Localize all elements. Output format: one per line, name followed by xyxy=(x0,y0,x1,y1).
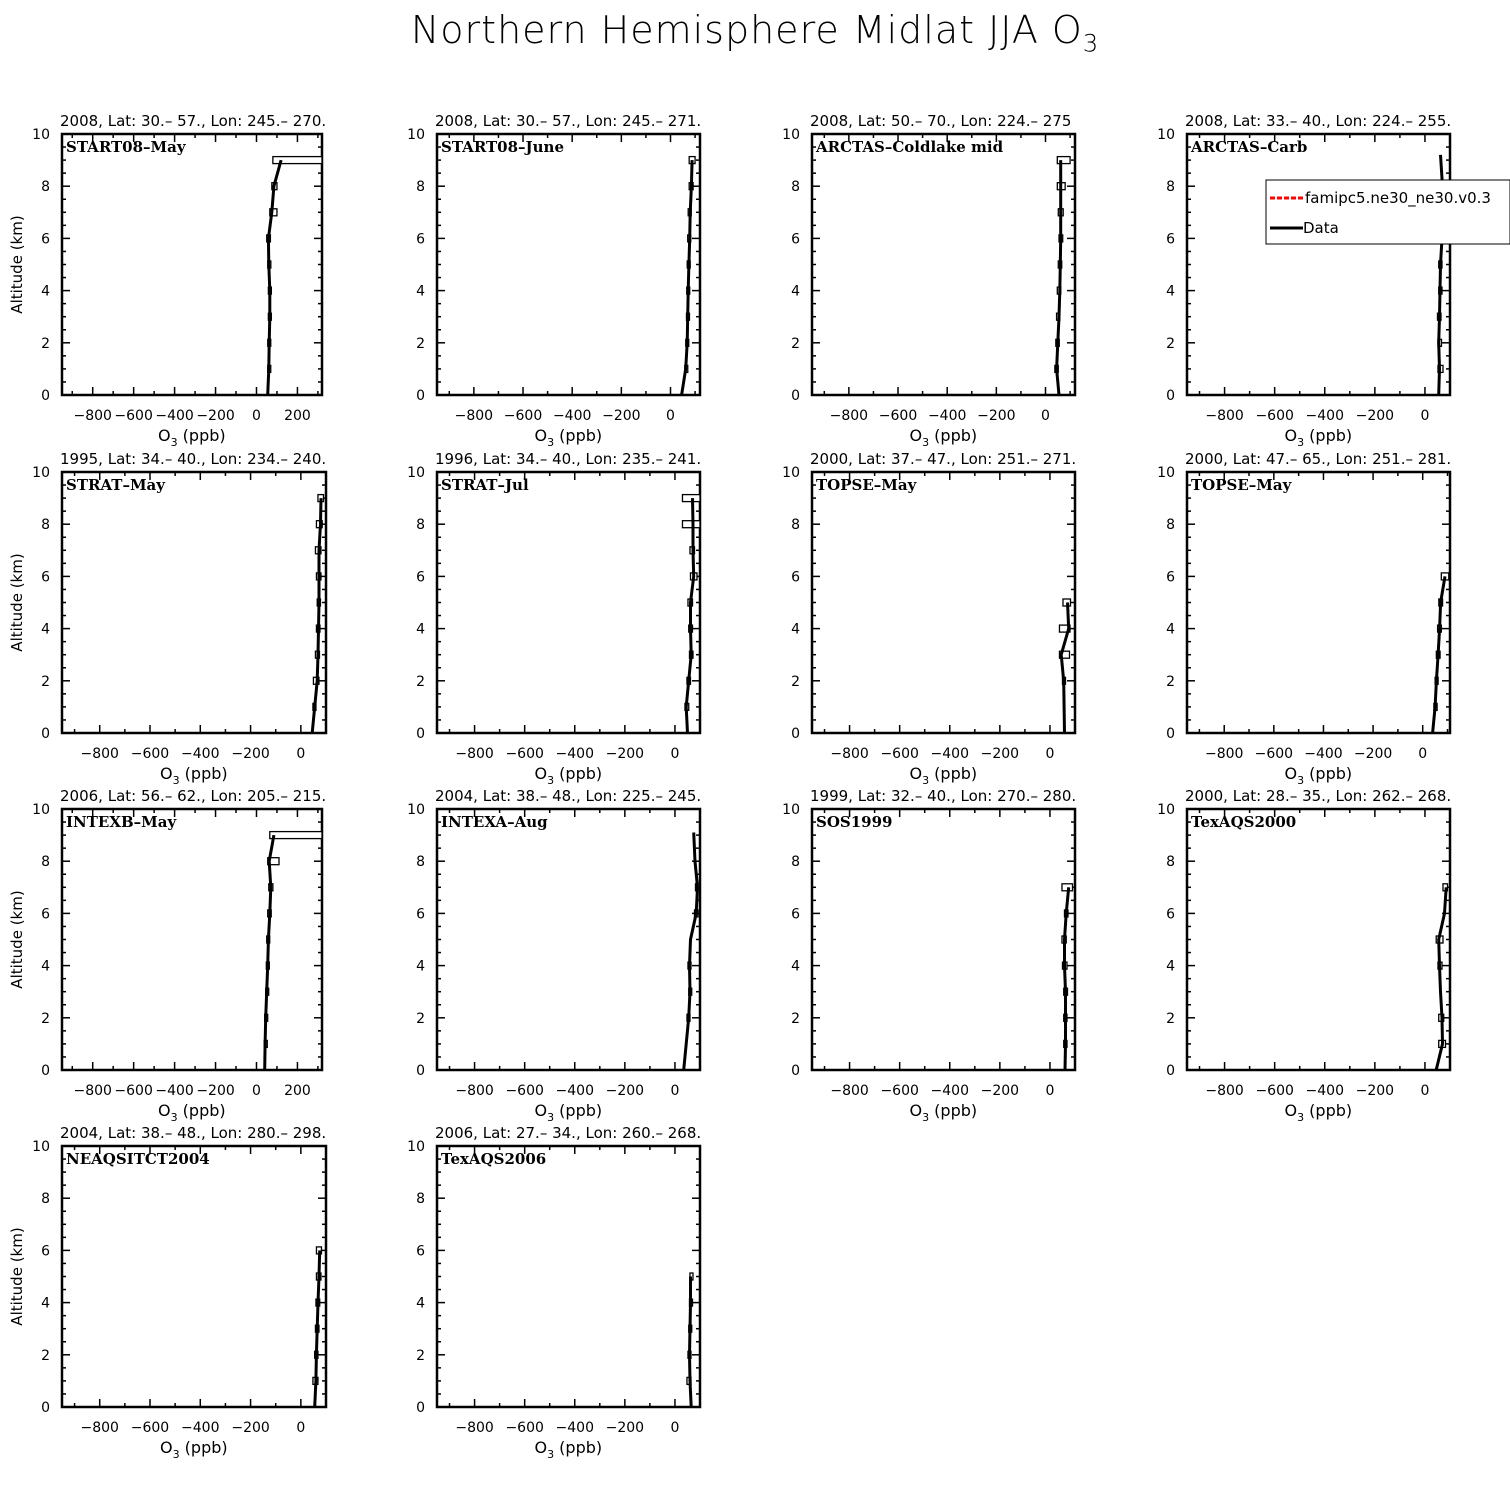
y-tick-label: 8 xyxy=(416,179,425,196)
x-tick-label: −800 xyxy=(455,1420,494,1436)
panel-header: 2004, Lat: 38.– 48., Lon: 225.– 245. xyxy=(435,787,702,805)
plot-frame xyxy=(437,472,700,733)
campaign-label: TOPSE–May xyxy=(1191,476,1292,494)
data-profile-line xyxy=(686,498,694,733)
data-profile-line xyxy=(265,835,274,1070)
y-tick-label: 2 xyxy=(791,1010,800,1027)
y-tick-label: 4 xyxy=(791,621,800,638)
x-tick-label: −800 xyxy=(455,746,494,762)
campaign-label: TOPSE–May xyxy=(816,476,917,494)
x-tick-label: −600 xyxy=(878,408,918,424)
x-tick-label: −200 xyxy=(1353,746,1393,762)
x-tick-label: −600 xyxy=(880,1083,919,1099)
y-tick-label: 0 xyxy=(1166,726,1175,742)
x-axis-label: $O_3$ (ppb) xyxy=(1284,1101,1353,1124)
x-axis-label: $O_3$ (ppb) xyxy=(534,764,603,787)
y-tick-label: 8 xyxy=(416,1191,425,1208)
x-tick-label: −600 xyxy=(1254,746,1294,762)
x-tick-label: −800 xyxy=(73,1083,112,1099)
y-axis-label: Altitude (km) xyxy=(8,553,26,652)
y-tick-label: 8 xyxy=(41,1191,50,1208)
x-tick-label: 0 xyxy=(1420,1083,1430,1099)
x-axis-label: $O_3$ (ppb) xyxy=(158,426,226,449)
x-tick-label: −600 xyxy=(503,408,543,424)
plot-frame xyxy=(1187,472,1450,733)
y-tick-label: 10 xyxy=(782,465,800,481)
x-tick-label: −800 xyxy=(1204,746,1244,762)
y-tick-label: 6 xyxy=(416,231,425,248)
data-profile-line xyxy=(1061,603,1069,734)
x-tick-label: −400 xyxy=(930,1083,969,1099)
x-axis-label: $O_3$ (ppb) xyxy=(1284,426,1353,449)
x-tick-label: 200 xyxy=(284,408,311,424)
x-tick-label: −600 xyxy=(1255,1083,1294,1099)
y-tick-label: 8 xyxy=(791,179,800,196)
x-tick-label: 0 xyxy=(296,746,306,762)
y-tick-label: 10 xyxy=(407,802,425,818)
y-tick-label: 0 xyxy=(1166,388,1175,404)
x-tick-label: 0 xyxy=(1045,746,1055,762)
panel-header: 2000, Lat: 28.– 35., Lon: 262.– 268. xyxy=(1185,787,1452,805)
x-tick-label: 0 xyxy=(1418,746,1428,762)
x-tick-label: −800 xyxy=(73,408,112,424)
panel-header: 2008, Lat: 30.– 57., Lon: 245.– 271. xyxy=(435,112,702,130)
x-tick-label: −200 xyxy=(196,408,235,424)
y-tick-label: 10 xyxy=(1157,465,1175,481)
panel-12 xyxy=(1157,787,1451,1124)
y-tick-label: 4 xyxy=(1166,283,1175,300)
y-tick-label: 4 xyxy=(416,958,425,975)
y-tick-label: 10 xyxy=(32,465,50,481)
x-tick-label: −400 xyxy=(155,1083,194,1099)
panel-10 xyxy=(407,787,701,1124)
panel-8 xyxy=(1157,450,1451,787)
panel-1 xyxy=(8,112,326,449)
data-profile-line xyxy=(682,160,693,395)
campaign-label: NEAQSITCT2004 xyxy=(66,1150,210,1168)
x-axis-label: $O_3$ (ppb) xyxy=(909,764,978,787)
data-profile-line xyxy=(312,498,321,733)
x-axis-label: $O_3$ (ppb) xyxy=(160,764,228,787)
y-tick-label: 10 xyxy=(32,127,50,143)
x-tick-label: −600 xyxy=(130,1420,170,1436)
y-tick-label: 4 xyxy=(416,283,425,300)
y-tick-label: 6 xyxy=(791,231,800,248)
plot-frame xyxy=(812,472,1075,733)
plot-frame xyxy=(812,809,1075,1070)
y-tick-label: 8 xyxy=(1166,517,1175,534)
campaign-label: STRAT–Jul xyxy=(441,476,529,494)
x-tick-label: −600 xyxy=(130,746,170,762)
y-tick-label: 0 xyxy=(416,726,425,742)
y-tick-label: 6 xyxy=(1166,231,1175,248)
legend-model-label: famipc5.ne30_ne30.v0.3 xyxy=(1305,189,1491,207)
x-axis-label: $O_3$ (ppb) xyxy=(160,1438,228,1461)
y-tick-label: 10 xyxy=(32,802,50,818)
x-tick-label: 0 xyxy=(670,746,680,762)
x-tick-label: −400 xyxy=(555,746,594,762)
campaign-label: STRAT–May xyxy=(66,476,165,494)
y-axis-label: Altitude (km) xyxy=(8,890,26,989)
y-tick-label: 8 xyxy=(791,517,800,534)
campaign-label: START08–June xyxy=(441,138,565,156)
x-tick-label: −200 xyxy=(980,1083,1020,1099)
legend xyxy=(1266,180,1510,244)
x-axis-label: $O_3$ (ppb) xyxy=(909,1101,978,1124)
x-tick-label: −200 xyxy=(980,746,1020,762)
plot-frame xyxy=(1187,809,1450,1070)
y-tick-label: 10 xyxy=(782,127,800,143)
plot-frame xyxy=(62,134,322,395)
legend-data-label: Data xyxy=(1303,219,1339,237)
y-tick-label: 2 xyxy=(416,673,425,690)
y-tick-label: 0 xyxy=(1166,1063,1175,1079)
panel-6 xyxy=(407,450,701,787)
data-profile-line xyxy=(684,833,698,1071)
x-tick-label: −200 xyxy=(602,408,641,424)
panel-2 xyxy=(407,112,701,449)
x-tick-label: 0 xyxy=(252,408,261,424)
panel-3 xyxy=(782,112,1075,449)
panel-4 xyxy=(1157,112,1451,449)
panel-13 xyxy=(8,1124,326,1461)
y-tick-label: 0 xyxy=(416,388,425,404)
panel-header: 2004, Lat: 38.– 48., Lon: 280.– 298. xyxy=(60,1124,327,1142)
y-tick-label: 4 xyxy=(416,621,425,638)
campaign-label: START08–May xyxy=(66,138,186,156)
y-tick-label: 4 xyxy=(41,621,50,638)
panel-header: 2000, Lat: 37.– 47., Lon: 251.– 271. xyxy=(810,450,1077,468)
y-tick-label: 4 xyxy=(791,283,800,300)
x-tick-label: −800 xyxy=(1205,1083,1244,1099)
x-tick-label: 0 xyxy=(1045,1083,1055,1099)
panel-header: 2006, Lat: 27.– 34., Lon: 260.– 268. xyxy=(435,1124,702,1142)
data-profile-line xyxy=(1057,160,1061,395)
y-tick-label: 4 xyxy=(41,283,50,300)
y-tick-label: 4 xyxy=(1166,958,1175,975)
y-axis-label: Altitude (km) xyxy=(8,215,26,314)
y-tick-label: 8 xyxy=(41,517,50,534)
x-tick-label: −800 xyxy=(1205,408,1244,424)
plot-frame xyxy=(437,809,700,1070)
x-tick-label: −400 xyxy=(181,1420,220,1436)
y-tick-label: 2 xyxy=(416,335,425,352)
campaign-label: TexAQS2006 xyxy=(441,1150,547,1168)
x-tick-label: 0 xyxy=(1041,408,1050,424)
x-tick-label: −800 xyxy=(80,746,119,762)
x-tick-label: −200 xyxy=(605,746,645,762)
y-tick-label: 6 xyxy=(416,1243,425,1260)
y-tick-label: 0 xyxy=(41,726,50,742)
y-tick-label: 6 xyxy=(41,231,50,248)
campaign-label: INTEXB–May xyxy=(66,813,177,831)
x-tick-label: 0 xyxy=(296,1420,306,1436)
y-tick-label: 2 xyxy=(41,1347,50,1364)
x-tick-label: −600 xyxy=(505,1420,544,1436)
y-tick-label: 10 xyxy=(407,127,425,143)
y-tick-label: 2 xyxy=(1166,1010,1175,1027)
y-tick-label: 2 xyxy=(41,335,50,352)
x-axis-label: $O_3$ (ppb) xyxy=(909,426,978,449)
x-tick-label: −200 xyxy=(605,1420,645,1436)
x-tick-label: −800 xyxy=(454,408,494,424)
x-tick-label: −800 xyxy=(830,746,869,762)
x-tick-label: −800 xyxy=(455,1083,494,1099)
x-tick-label: −200 xyxy=(977,408,1016,424)
y-tick-label: 4 xyxy=(416,1295,425,1312)
x-tick-label: −200 xyxy=(231,1420,270,1436)
y-tick-label: 6 xyxy=(416,569,425,586)
y-tick-label: 4 xyxy=(791,958,800,975)
y-tick-label: 4 xyxy=(41,958,50,975)
y-tick-label: 2 xyxy=(1166,335,1175,352)
y-tick-label: 10 xyxy=(1157,127,1175,143)
x-tick-label: 0 xyxy=(670,1083,680,1099)
y-tick-label: 6 xyxy=(41,906,50,923)
y-tick-label: 10 xyxy=(1157,802,1175,818)
y-tick-label: 10 xyxy=(407,465,425,481)
panel-header: 2008, Lat: 30.– 57., Lon: 245.– 270. xyxy=(60,112,327,130)
data-profile-line xyxy=(690,1277,692,1408)
y-tick-label: 8 xyxy=(791,854,800,871)
y-tick-label: 0 xyxy=(416,1400,425,1416)
x-tick-label: −600 xyxy=(114,1083,153,1099)
x-axis-label: $O_3$ (ppb) xyxy=(534,1101,603,1124)
campaign-label: ARCTAS–Coldlake mid xyxy=(816,138,1004,156)
y-tick-label: 8 xyxy=(1166,854,1175,871)
x-tick-label: −400 xyxy=(555,1083,594,1099)
y-tick-label: 8 xyxy=(416,854,425,871)
panel-header: 2008, Lat: 33.– 40., Lon: 224.– 255. xyxy=(1185,112,1452,130)
x-tick-label: −200 xyxy=(605,1083,645,1099)
panel-5 xyxy=(8,450,326,787)
panel-11 xyxy=(782,787,1076,1124)
plot-frame xyxy=(812,134,1075,395)
x-tick-label: 0 xyxy=(670,1420,680,1436)
panel-header: 1995, Lat: 34.– 40., Lon: 234.– 240. xyxy=(60,450,327,468)
y-tick-label: 6 xyxy=(791,569,800,586)
x-tick-label: −400 xyxy=(552,408,592,424)
x-tick-label: 0 xyxy=(1420,408,1430,424)
y-tick-label: 6 xyxy=(791,906,800,923)
data-profile-line xyxy=(268,160,281,395)
data-spread-box xyxy=(270,832,322,839)
y-tick-label: 0 xyxy=(791,388,800,404)
plot-frame xyxy=(437,134,700,395)
y-tick-label: 0 xyxy=(791,1063,800,1079)
x-tick-label: −800 xyxy=(830,1083,869,1099)
x-tick-label: −800 xyxy=(80,1420,119,1436)
y-tick-label: 6 xyxy=(1166,906,1175,923)
y-tick-label: 0 xyxy=(41,1063,50,1079)
y-tick-label: 8 xyxy=(41,854,50,871)
y-tick-label: 8 xyxy=(416,517,425,534)
x-tick-label: −400 xyxy=(1305,1083,1344,1099)
x-tick-label: −200 xyxy=(231,746,270,762)
plot-frame xyxy=(62,472,326,733)
x-tick-label: −200 xyxy=(1355,408,1395,424)
y-tick-label: 4 xyxy=(41,1295,50,1312)
x-tick-label: −200 xyxy=(196,1083,235,1099)
x-tick-label: −400 xyxy=(555,1420,594,1436)
panel-14 xyxy=(407,1124,701,1461)
y-tick-label: 2 xyxy=(416,1347,425,1364)
y-tick-label: 2 xyxy=(791,335,800,352)
y-tick-label: 0 xyxy=(41,1400,50,1416)
x-tick-label: −800 xyxy=(829,408,869,424)
y-tick-label: 6 xyxy=(416,906,425,923)
campaign-label: SOS1999 xyxy=(816,813,893,831)
panel-header: 1996, Lat: 34.– 40., Lon: 235.– 241. xyxy=(435,450,702,468)
plot-frame xyxy=(62,809,322,1070)
campaign-label: ARCTAS–Carb xyxy=(1191,138,1308,156)
y-tick-label: 4 xyxy=(1166,621,1175,638)
plot-frame xyxy=(1187,134,1450,395)
y-tick-label: 0 xyxy=(791,726,800,742)
data-spread-box xyxy=(682,521,700,528)
page-title: Northern Hemisphere Midlat JJA $O_3$ xyxy=(410,8,1100,58)
y-tick-label: 6 xyxy=(41,1243,50,1260)
x-tick-label: −400 xyxy=(181,746,220,762)
x-tick-label: 200 xyxy=(284,1083,311,1099)
campaign-label: TexAQS2000 xyxy=(1191,813,1297,831)
y-tick-label: 0 xyxy=(41,388,50,404)
y-tick-label: 10 xyxy=(32,1139,50,1155)
x-tick-label: 0 xyxy=(252,1083,261,1099)
x-tick-label: −400 xyxy=(930,746,969,762)
panel-header: 2006, Lat: 56.– 62., Lon: 205.– 215. xyxy=(60,787,327,805)
y-tick-label: 2 xyxy=(41,673,50,690)
x-axis-label: $O_3$ (ppb) xyxy=(1284,764,1353,787)
x-tick-label: −400 xyxy=(155,408,194,424)
panel-header: 1999, Lat: 32.– 40., Lon: 270.– 280. xyxy=(810,787,1077,805)
x-tick-label: −400 xyxy=(1305,408,1344,424)
y-tick-label: 6 xyxy=(1166,569,1175,586)
y-tick-label: 8 xyxy=(1166,179,1175,196)
x-tick-label: −400 xyxy=(1304,746,1343,762)
y-tick-label: 8 xyxy=(41,179,50,196)
x-axis-label: $O_3$ (ppb) xyxy=(158,1101,226,1124)
x-tick-label: −600 xyxy=(114,408,153,424)
x-tick-label: −600 xyxy=(505,746,544,762)
y-tick-label: 10 xyxy=(782,802,800,818)
plot-frame xyxy=(62,1146,326,1407)
plot-frame xyxy=(437,1146,700,1407)
x-tick-label: −600 xyxy=(1255,408,1294,424)
y-tick-label: 2 xyxy=(416,1010,425,1027)
x-axis-label: $O_3$ (ppb) xyxy=(534,1438,603,1461)
panel-9 xyxy=(8,787,326,1124)
y-tick-label: 0 xyxy=(416,1063,425,1079)
y-tick-label: 2 xyxy=(1166,673,1175,690)
y-tick-label: 6 xyxy=(41,569,50,586)
panel-header: 2000, Lat: 47.– 65., Lon: 251.– 281. xyxy=(1185,450,1452,468)
x-tick-label: −400 xyxy=(927,408,967,424)
y-tick-label: 2 xyxy=(791,673,800,690)
panel-header: 2008, Lat: 50.– 70., Lon: 224.– 275 xyxy=(810,112,1072,130)
x-tick-label: 0 xyxy=(666,408,675,424)
x-axis-label: $O_3$ (ppb) xyxy=(534,426,603,449)
x-tick-label: −200 xyxy=(1355,1083,1395,1099)
y-tick-label: 10 xyxy=(407,1139,425,1155)
x-tick-label: −600 xyxy=(880,746,919,762)
x-tick-label: −600 xyxy=(505,1083,544,1099)
panel-7 xyxy=(782,450,1076,787)
campaign-label: INTEXA–Aug xyxy=(441,813,548,831)
y-tick-label: 2 xyxy=(41,1010,50,1027)
y-axis-label: Altitude (km) xyxy=(8,1227,26,1326)
